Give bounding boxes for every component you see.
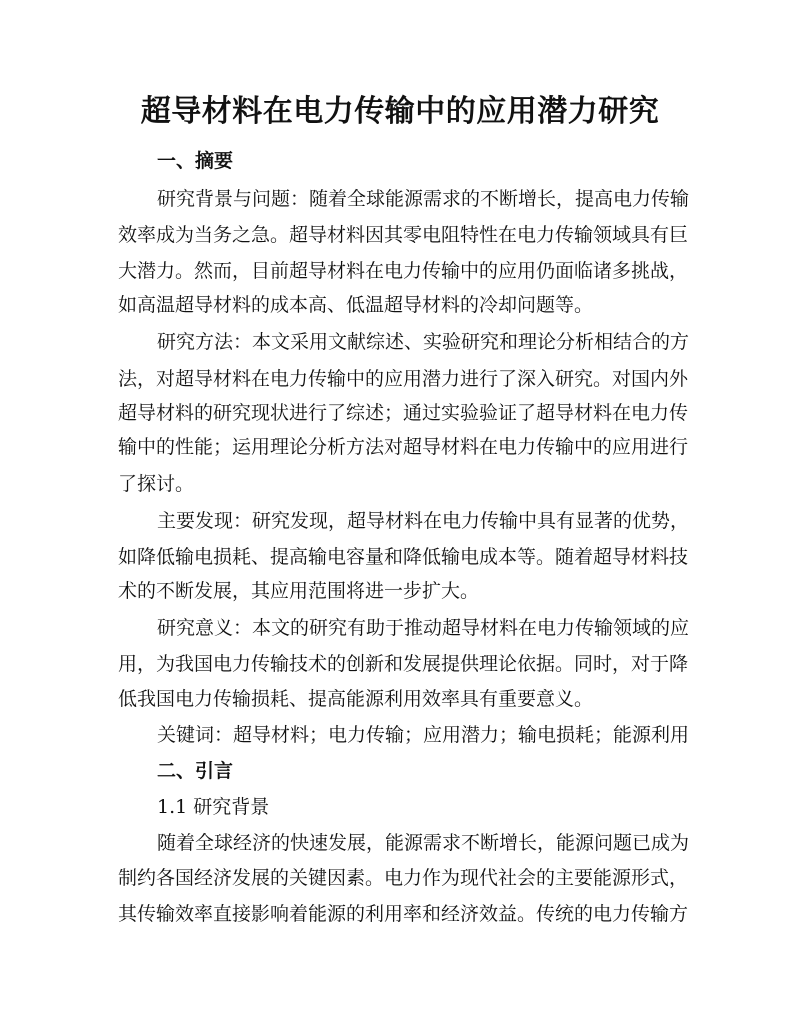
keywords-line: 关键词：超导材料；电力传输；应用潜力；输电损耗；能源利用 — [157, 724, 690, 746]
section-heading-introduction: 二、引言 — [157, 760, 234, 782]
paragraph-line: 如降低输电损耗、提高输电容量和降低输电成本等。随着超导材料技 — [118, 546, 689, 568]
paragraph-line: 主要发现：研究发现，超导材料在电力传输中具有显著的优势， — [157, 510, 690, 532]
paragraph-line: 低我国电力传输损耗、提高能源利用效率具有重要意义。 — [118, 688, 594, 710]
section-heading-abstract: 一、摘要 — [157, 150, 234, 172]
paragraph-line: 大潜力。然而，目前超导材料在电力传输中的应用仍面临诸多挑战， — [118, 260, 689, 282]
paragraph-line: 超导材料的研究现状进行了综述；通过实验验证了超导材料在电力传 — [118, 402, 689, 424]
paragraph-line: 效率成为当务之急。超导材料因其零电阻特性在电力传输领域具有巨 — [118, 224, 689, 246]
document-title: 超导材料在电力传输中的应用潜力研究 — [140, 94, 660, 129]
paragraph-line: 了探讨。 — [118, 473, 195, 495]
paragraph-line: 制约各国经济发展的关键因素。电力作为现代社会的主要能源形式， — [118, 867, 689, 889]
paragraph-line: 研究方法：本文采用文献综述、实验研究和理论分析相结合的方 — [157, 331, 690, 353]
paragraph-line: 术的不断发展，其应用范围将进一步扩大。 — [118, 580, 480, 602]
paragraph-line: 用，为我国电力传输技术的创新和发展提供理论依据。同时，对于降 — [118, 653, 689, 675]
paragraph-line: 研究背景与问题：随着全球能源需求的不断增长，提高电力传输 — [157, 188, 690, 210]
paragraph-line: 研究意义：本文的研究有助于推动超导材料在电力传输领域的应 — [157, 617, 690, 639]
paragraph-line: 输中的性能；运用理论分析方法对超导材料在电力传输中的应用进行 — [118, 436, 689, 458]
paragraph-line: 随着全球经济的快速发展，能源需求不断增长，能源问题已成为 — [157, 832, 690, 854]
paragraph-line: 法，对超导材料在电力传输中的应用潜力进行了深入研究。对国内外 — [118, 368, 689, 390]
subsection-heading: 1.1 研究背景 — [157, 796, 270, 818]
paragraph-line: 其传输效率直接影响着能源的利用率和经济效益。传统的电力传输方 — [118, 903, 689, 925]
paragraph-line: 如高温超导材料的成本高、低温超导材料的冷却问题等。 — [118, 294, 594, 316]
